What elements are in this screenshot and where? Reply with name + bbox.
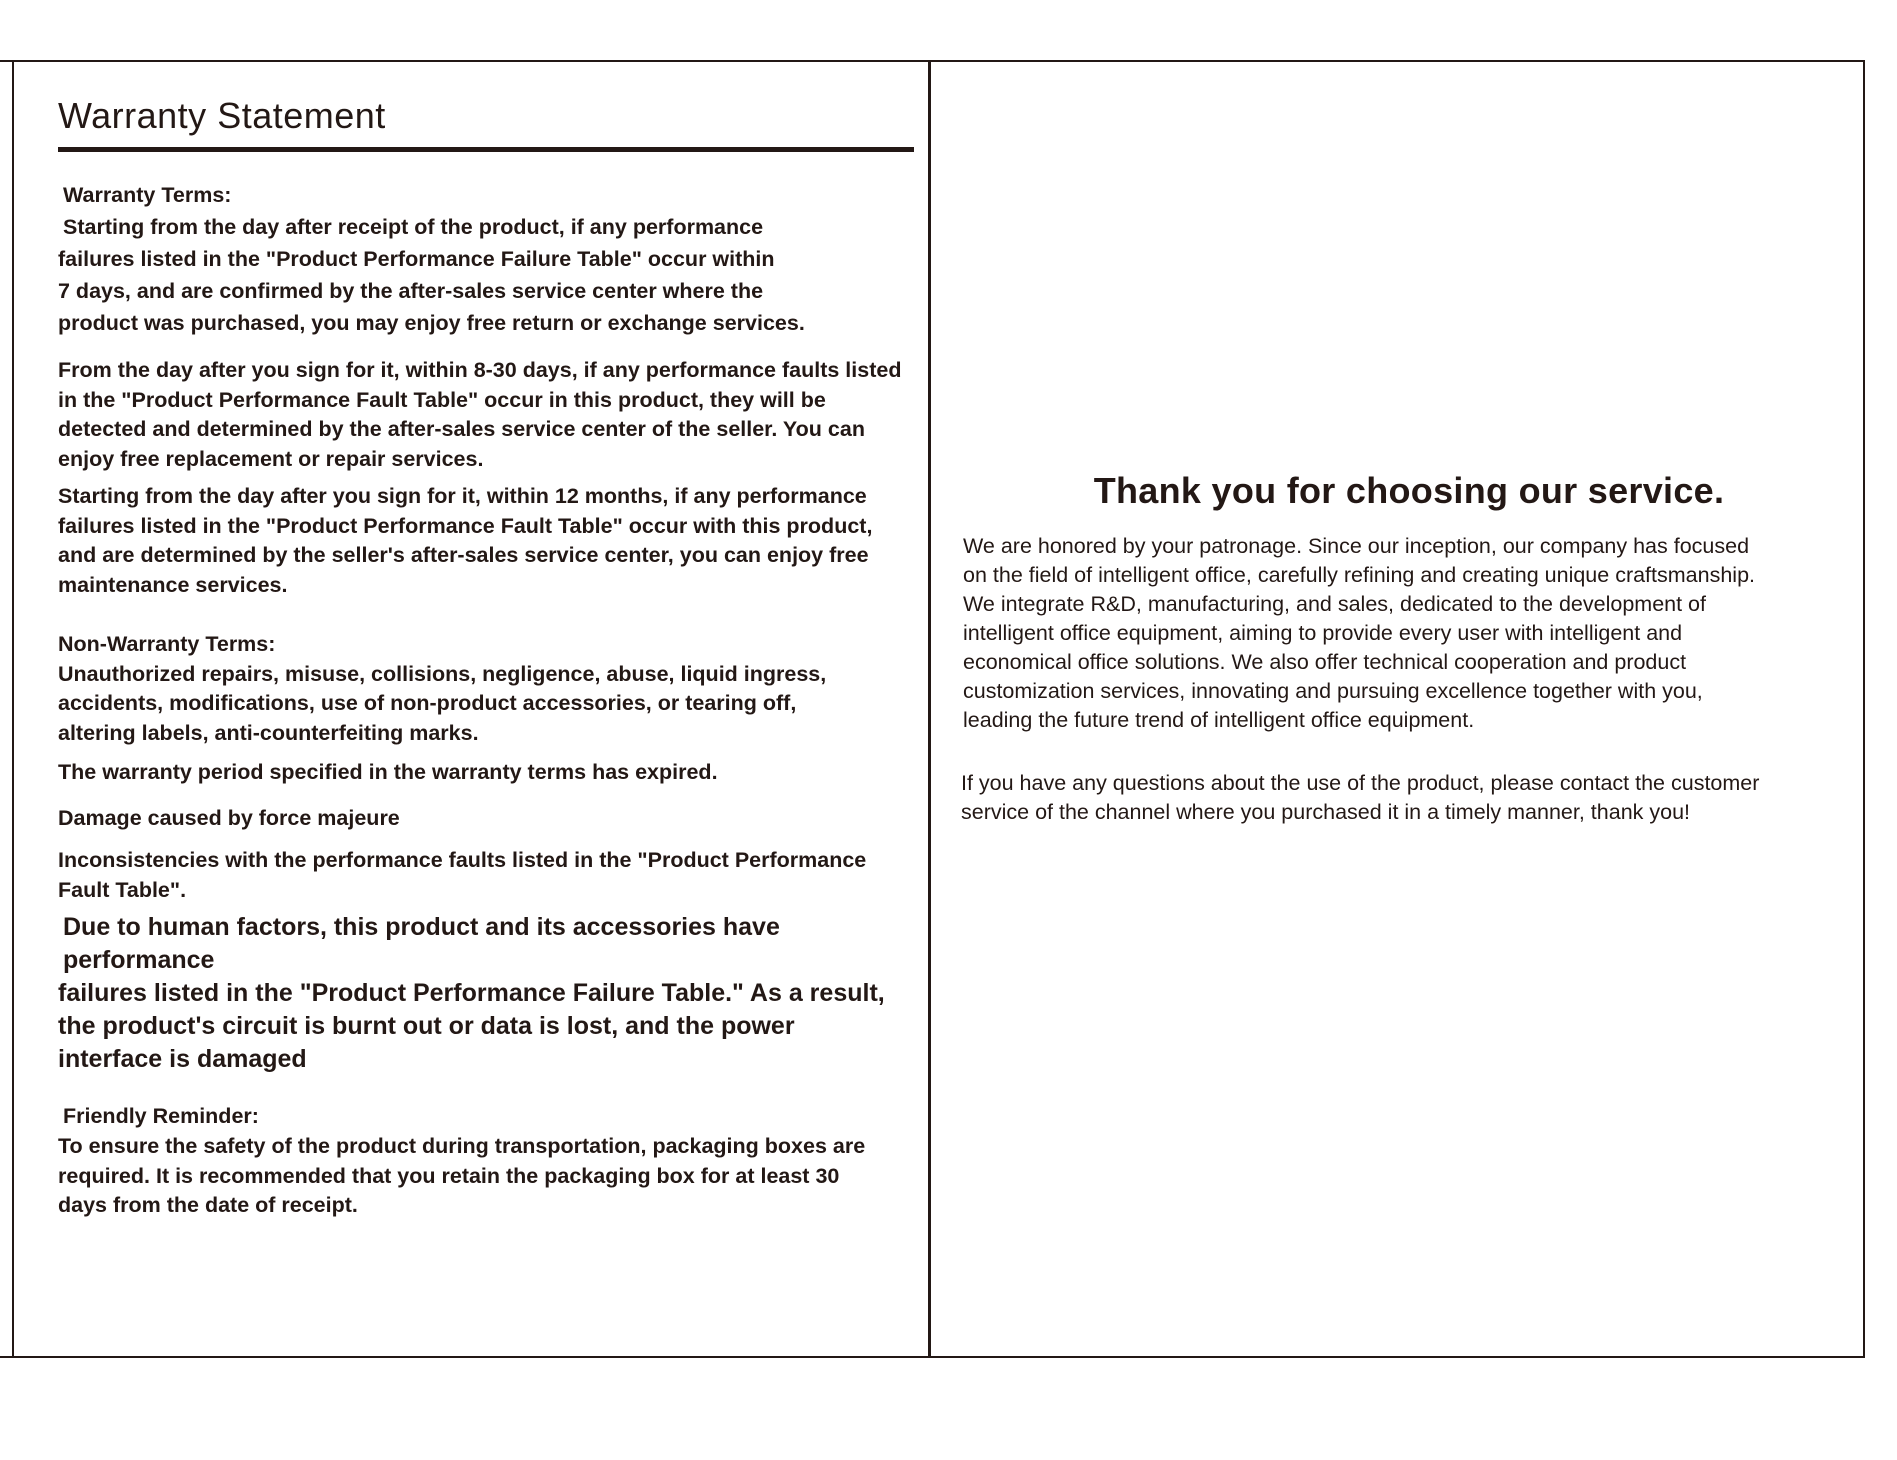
intro-line: economical office solutions. We also offer technical cooperation and product xyxy=(963,650,1687,674)
term1-line: Starting from the day after receipt of the product, if any performance xyxy=(63,215,764,239)
intro-line: on the field of intelligent office, carefully refining and creating unique craftsmanship. xyxy=(963,563,1755,587)
intro-line: We are honored by your patronage. Since our inception, our company has focused xyxy=(963,534,1750,558)
term3-line: failures listed in the "Product Performance Fault Table" occur with this product, xyxy=(58,513,873,538)
warranty-panel xyxy=(58,95,928,1221)
warranty-terms-section xyxy=(58,179,928,339)
term3-line: maintenance services. xyxy=(58,572,288,597)
thanks-panel xyxy=(954,470,1834,827)
nw5-line: Due to human factors, this product and its accessories have performance xyxy=(63,913,780,974)
nw5-line: failures listed in the "Product Performance Failure Table." As a result, xyxy=(58,979,885,1007)
reminder-line: To ensure the safety of the product during transportation, packaging boxes are xyxy=(58,1134,866,1158)
nw4-line: Fault Table". xyxy=(58,877,187,902)
intro-paragraph xyxy=(963,532,1834,735)
reminder-line: days from the date of receipt. xyxy=(58,1193,358,1217)
contact-paragraph xyxy=(961,769,1834,827)
nw3-text: Damage caused by force majeure xyxy=(58,805,400,830)
nw1-line: altering labels, anti-counterfeiting marks. xyxy=(58,720,479,745)
column-divider xyxy=(928,60,931,1358)
term3-line: and are determined by the seller's after-sales service center, you can enjoy free xyxy=(58,543,869,567)
warranty-term-2 xyxy=(58,356,928,474)
nw5-line: interface is damaged xyxy=(58,1045,307,1073)
term2-line: in the "Product Performance Fault Table" occur in this product, they will be xyxy=(58,387,826,412)
nw2-text: The warranty period specified in the warranty terms has expired. xyxy=(58,760,718,784)
nw4-block xyxy=(58,846,928,905)
nw1-line: accidents, modifications, use of non-product accessories, or tearing off, xyxy=(58,691,797,715)
intro-line: We integrate R&D, manufacturing, and sales, dedicated to the development of xyxy=(963,592,1706,616)
nw4-line: Inconsistencies with the performance faults listed in the "Product Performance xyxy=(58,848,867,872)
term1-line: failures listed in the "Product Performance Failure Table" occur within xyxy=(58,247,775,271)
term3-line: Starting from the day after you sign for it, within 12 months, if any performance xyxy=(58,484,867,508)
intro-line: leading the future trend of intelligent office equipment. xyxy=(963,708,1475,732)
reminder-line: required. It is recommended that you retain the packaging box for at least 30 xyxy=(58,1163,840,1188)
term2-line: From the day after you sign for it, within 8-30 days, if any performance faults listed xyxy=(58,358,902,382)
non-warranty-heading: Non-Warranty Terms: xyxy=(58,632,276,656)
term1-line: product was purchased, you may enjoy free return or exchange services. xyxy=(58,311,805,335)
term2-line: enjoy free replacement or repair services. xyxy=(58,446,484,471)
intro-line: customization services, innovating and pursuing excellence together with you, xyxy=(963,679,1703,703)
warranty-title: Warranty Statement xyxy=(58,95,914,152)
nw5-line: the product's circuit is burnt out or data is lost, and the power xyxy=(58,1012,795,1040)
term1-line: 7 days, and are confirmed by the after-sales service center where the xyxy=(58,279,764,303)
friendly-reminder-heading: Friendly Reminder: xyxy=(63,1104,259,1128)
nw5-block xyxy=(58,911,928,1076)
term2-line: detected and determined by the after-sales service center of the seller. You can xyxy=(58,417,865,441)
warranty-terms-heading: Warranty Terms: xyxy=(63,183,232,207)
contact-line: If you have any questions about the use of the product, please contact the customer xyxy=(961,771,1760,795)
contact-line: service of the channel where you purchased it in a timely manner, thank you! xyxy=(961,800,1691,824)
thanks-title: Thank you for choosing our service. xyxy=(1093,470,1725,511)
friendly-reminder-section xyxy=(58,1100,928,1221)
warranty-term-3 xyxy=(58,482,928,600)
non-warranty-section xyxy=(58,630,928,748)
intro-line: intelligent office equipment, aiming to provide every user with intelligent and xyxy=(963,621,1683,645)
nw1-line: Unauthorized repairs, misuse, collisions, negligence, abuse, liquid ingress, xyxy=(58,661,827,686)
